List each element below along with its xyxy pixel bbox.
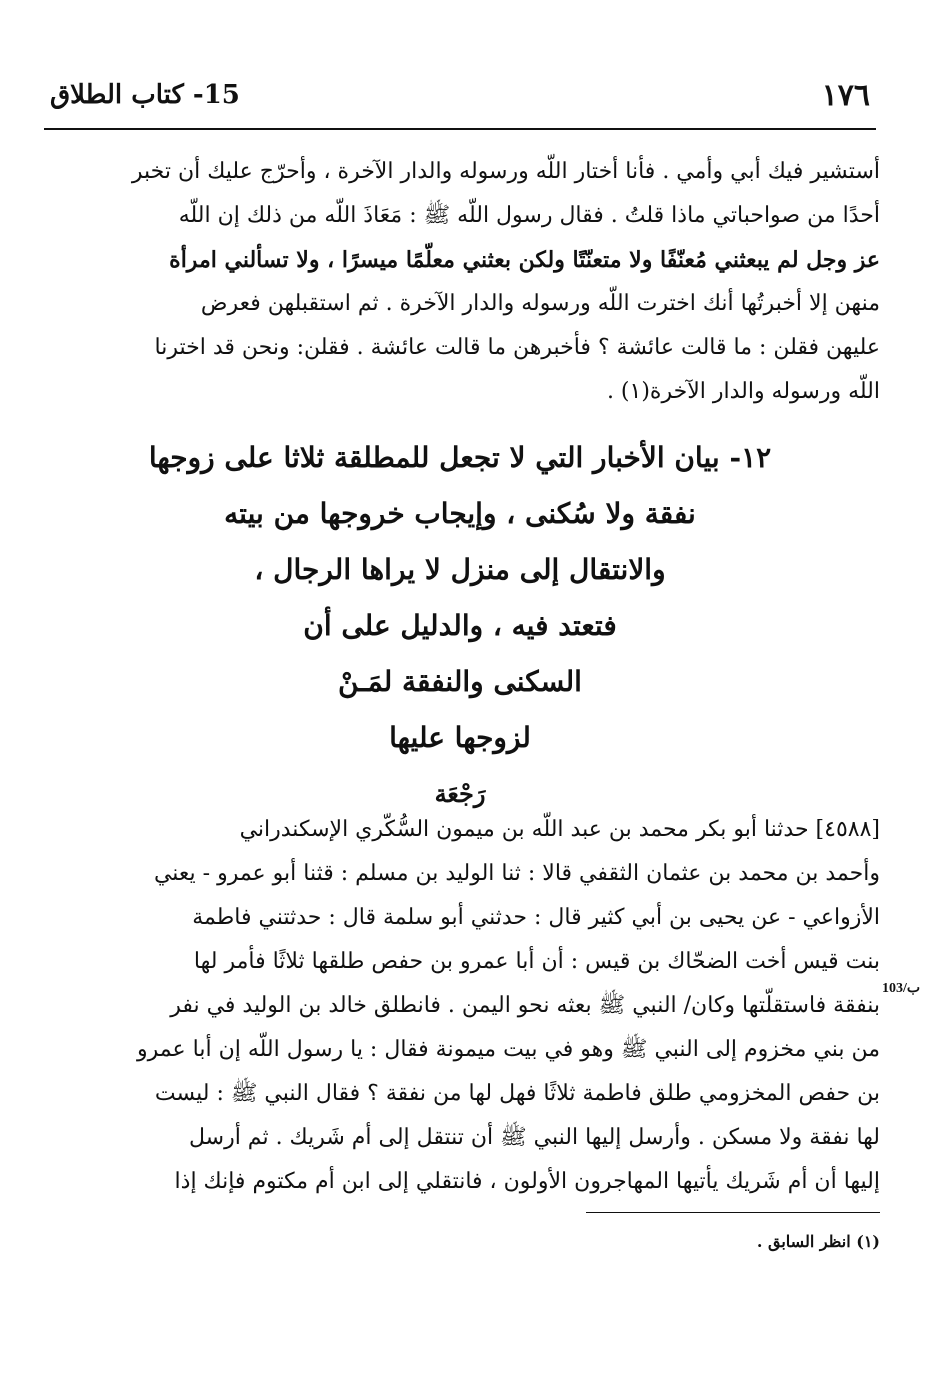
text-line: بنت قيس أخت الضحّاك بن قيس : أن أبا عمرو بن حفص طلقها ثلاثًا فأمر لها	[193, 949, 880, 974]
text-line: عليهن فقلن : ما قالت عائشة ؟ فأخبرهن ما قالت عائشة . فقلن: ونحن قد اخترنا	[154, 335, 880, 360]
heading-line: فتعتد فيه ، والدليل على أن	[303, 609, 617, 642]
heading-line: نفقة ولا سُكنى ، وإيجاب خروجها من بيته	[224, 497, 696, 530]
heading-line: السكنى والنفقة لمَـنْ	[338, 665, 582, 698]
heading-line: ١٢- بيان الأخبار التي لا تجعل للمطلقة ثلاثا على زوجها	[148, 441, 772, 474]
book-title: 15- كتاب الطلاق	[50, 80, 240, 110]
text-line: أحدًا من صواحباتي ماذا قلتُ . فقال رسول اللّه ﷺ : مَعَاذَ اللّه من ذلك إن اللّه	[178, 203, 880, 228]
text-line: منهن إلا أخبرتُها أنك اخترت اللّه ورسوله والدار الآخرة . ثم استقبلهن فعرض	[200, 291, 880, 316]
text-line: عز وجل لم يبعثني مُعنّفًا ولا متعنّتًا ولكن بعثني معلّمًا ميسرًا ، ولا تسألني امرأة	[169, 247, 880, 273]
text-line: لها نفقة ولا مسكن . وأرسل إليها النبي ﷺ أن تنتقل إلى أم شَريك . ثم أرسل	[188, 1125, 880, 1150]
heading-line: لزوجها عليها	[389, 721, 531, 754]
text-line: أستشير فيك أبي وأمي . فأنا أختار اللّه ورسوله والدار الآخرة ، وأحرّج عليك أن تخبر	[131, 159, 880, 184]
page-header	[40, 78, 880, 118]
text-line: اللّه ورسوله والدار الآخرة(١) .	[606, 379, 880, 404]
heading-line: والانتقال إلى منزل لا يراها الرجال ،	[254, 553, 666, 586]
page-number: ١٧٦	[821, 78, 870, 113]
chapter-heading	[120, 430, 800, 822]
text-line: وأحمد بن محمد بن عثمان الثقفي قالا : ثنا الوليد بن مسلم : قثنا أبو عمرو - يعني	[153, 861, 880, 886]
heading-line: رَجْعَة	[434, 779, 486, 808]
text-line: بن حفص المخزومي طلق فاطمة ثلاثًا فهل لها من نفقة ؟ فقال النبي ﷺ : ليست	[154, 1081, 880, 1106]
footnote-divider	[586, 1212, 880, 1213]
paragraph-1	[80, 150, 880, 414]
text-line: من بني مخزوم إلى النبي ﷺ وهو في بيت ميمونة فقال : يا رسول اللّه إن أبا عمرو	[137, 1037, 880, 1062]
footnote: (١) انظر السابق .	[756, 1232, 880, 1251]
header-divider	[44, 128, 876, 130]
text-line: [٤٥٨٨] حدثنا أبو بكر محمد بن عبد اللّه بن ميمون السُّكّري الإسكندراني	[239, 817, 880, 842]
text-line: بنفقة فاستقلّتها وكان/ النبي ﷺ بعثه نحو اليمن . فانطلق خالد بن الوليد في نفر	[170, 993, 880, 1018]
text-line: الأزواعي - عن يحيى بن أبي كثير قال : حدثني أبو سلمة قال : حدثتني فاطمة	[192, 905, 880, 930]
paragraph-2	[80, 808, 880, 1204]
manuscript-margin-note: 103/ب	[882, 981, 921, 996]
text-line: إليها أن أم شَريك يأتيها المهاجرون الأولون ، فانتقلي إلى ابن أم مكتوم فإنك إذا	[174, 1169, 880, 1194]
